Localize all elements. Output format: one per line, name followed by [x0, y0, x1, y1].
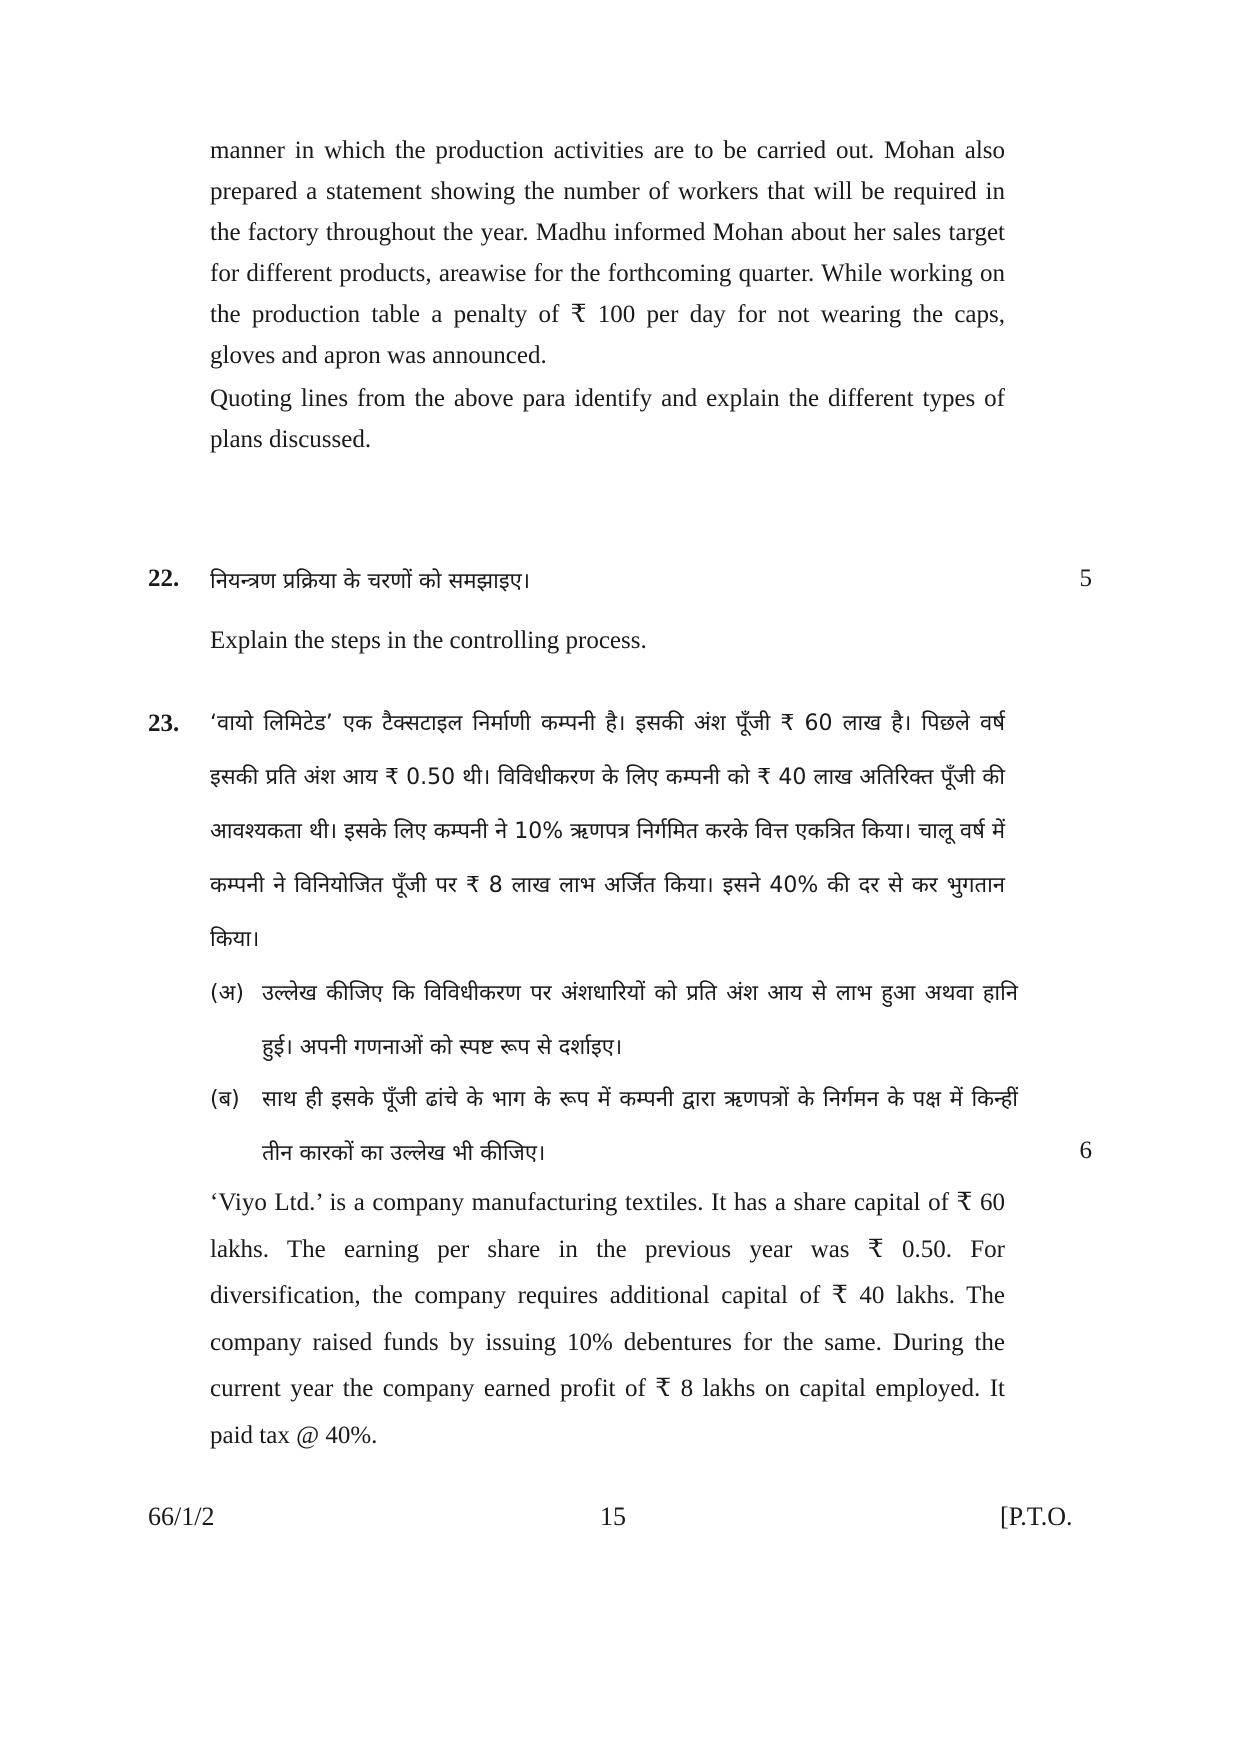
q23-english-text: ‘Viyo Ltd.’ is a company manufacturing textiles. It has a share capital of ₹ 60 lakhs. The earning per share in the previous year was ₹ 0.50. For diversification, the company requires additional capital of ₹ 40 lakhs. The company raised funds by issuing 10% debentures for the same. During the current year the company earned profit of ₹ 8 lakhs on capital employed. It paid tax @ 40%.: [210, 1189, 1005, 1449]
q23-part-b-block: [262, 1073, 1018, 1181]
q23-part-b-text: साथ ही इसके पूँजी ढांचे के भाग के रूप में कम्पनी द्वारा ऋणपत्रों के निर्गमन के पक्ष में किन्हीं तीन कारकों का उल्लेख भी कीजिए।: [262, 1087, 1018, 1166]
question-number-22: 22.: [148, 565, 180, 592]
q23-part-a-block: [262, 967, 1018, 1075]
q23-marks: 6: [1079, 1137, 1092, 1164]
q23-hindi-text: ‘वायो लिमिटेड’ एक टैक्सटाइल निर्माणी कम्पनी है। इसकी अंश पूँजी ₹ 60 लाख है। पिछले वर्ष इसकी प्रति अंश आय ₹ 0.50 थी। विविधीकरण के लिए कम्पनी को ₹ 40 लाख अतिरिक्त पूँजी की आवश्यकता थी। इसके लिए कम्पनी ने 10% ऋणपत्र निर्गमित करके वित्त एकत्रित किया। चालू वर्ष में कम्पनी ने विनियोजित पूँजी पर ₹ 8 लाख लाभ अर्जित किया। इसने 40% की दर से कर भुगतान किया।: [210, 711, 1005, 952]
q23-part-b-label: (ब): [210, 1087, 240, 1112]
q22-marks: 5: [1079, 565, 1092, 592]
question-number-23: 23.: [148, 710, 180, 737]
q23-english-block: [210, 1180, 1005, 1459]
footer-page-number: 15: [600, 1502, 626, 1531]
q22-english-block: [210, 620, 1005, 661]
q23-part-a-label: (अ): [210, 981, 244, 1006]
footer-question-paper-code: 66/1/2: [148, 1502, 215, 1531]
q23-part-a-text: उल्लेख कीजिए कि विविधीकरण पर अंशधारियों को प्रति अंश आय से लाभ हुआ अथवा हानि हुई। अपनी गणनाओं को स्पष्ट रूप से दर्शाइए।: [262, 981, 1018, 1060]
q23-hindi-block: [210, 697, 1005, 967]
footer-pto: [P.T.O.: [1000, 1502, 1073, 1531]
q22-hindi-text: नियन्त्रण प्रक्रिया के चरणों को समझाइए।: [210, 569, 531, 594]
q22-hindi-block: [210, 560, 1005, 604]
q21-paragraph: manner in which the production activities are to be carried out. Mohan also prepared a statement showing the number of workers that will be required in the factory throughout the year. Madhu informed Mohan about her sales target for different products, areawise for the forthcoming quarter. While working on the production table a penalty of ₹ 100 per day for not wearing the caps, gloves and apron was announced.: [210, 137, 1005, 369]
q22-english-text: Explain the steps in the controlling process.: [210, 627, 647, 654]
q21-continuation: [210, 130, 1005, 460]
q21-instruction: Quoting lines from the above para identify and explain the different types of plans discussed.: [210, 385, 1005, 453]
